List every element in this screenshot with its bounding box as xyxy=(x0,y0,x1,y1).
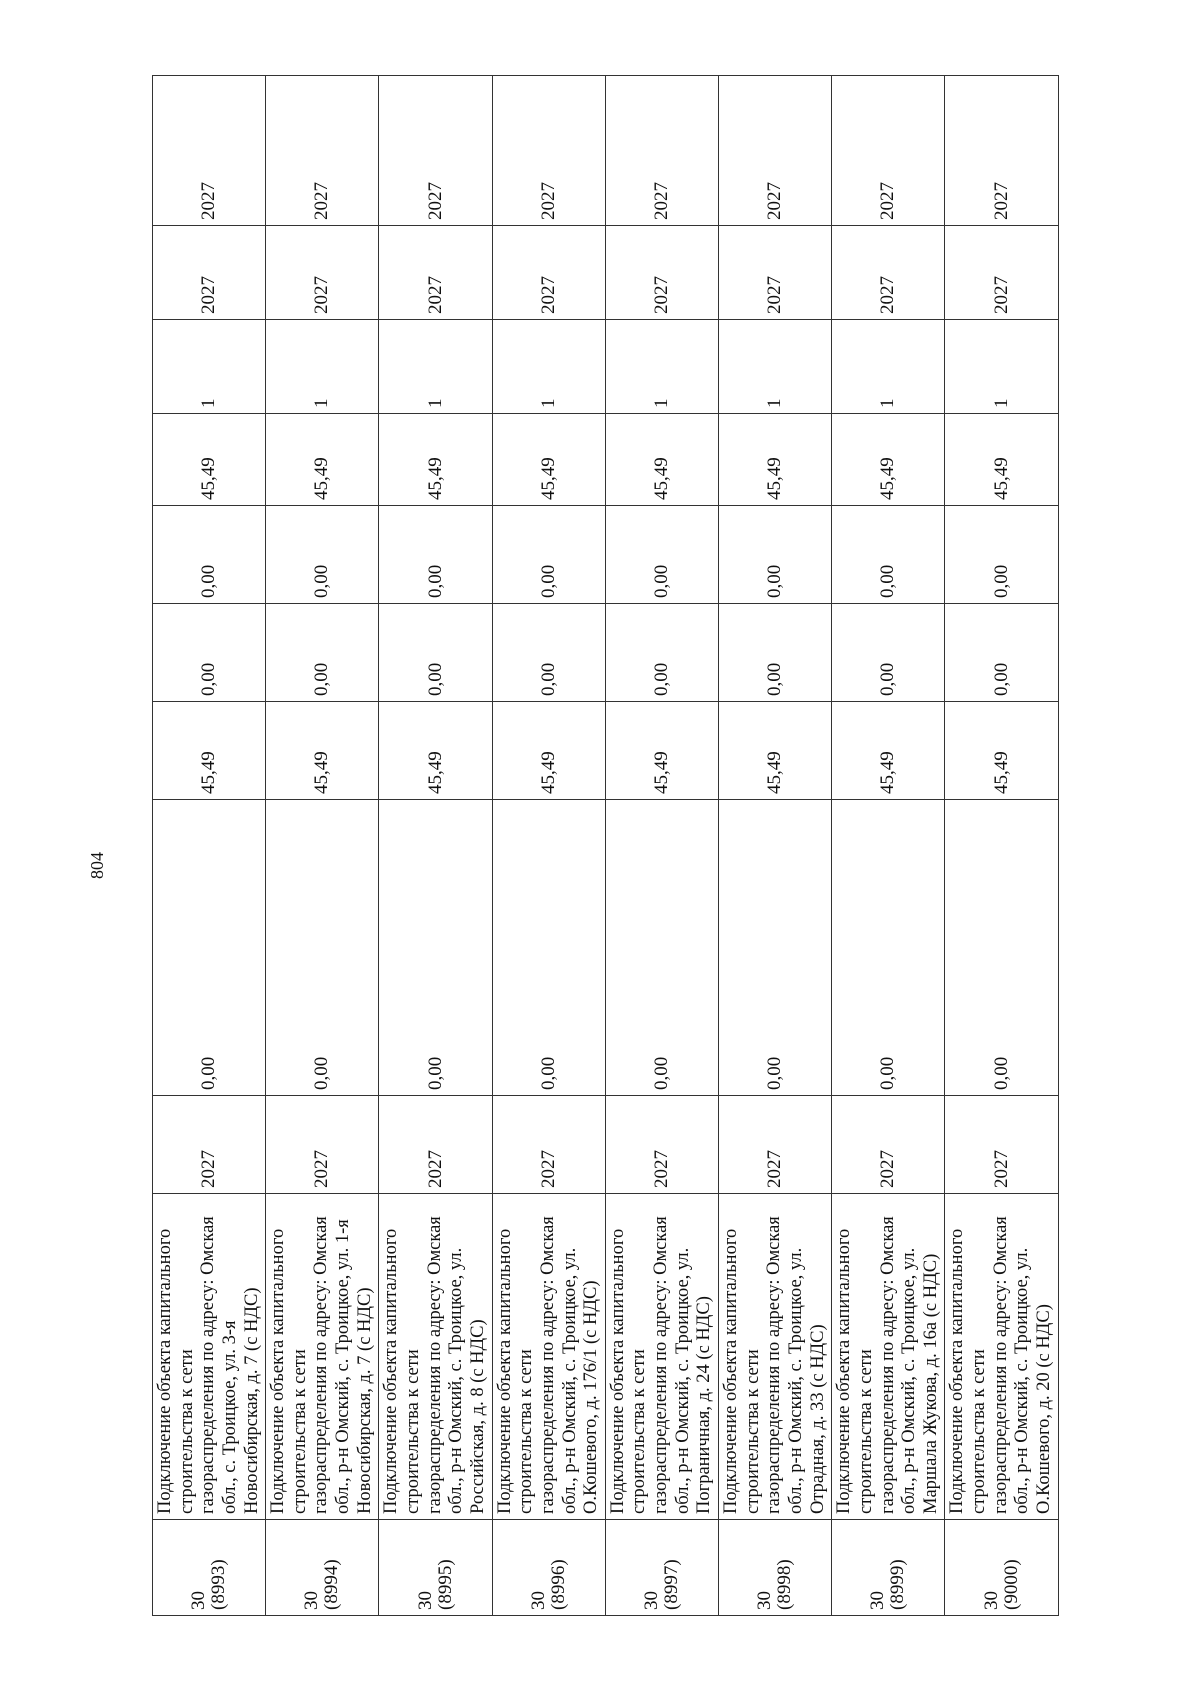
row-code: (8996) xyxy=(547,1559,569,1610)
value-cell: 0,00 xyxy=(605,800,718,1096)
year-cell: 2027 xyxy=(832,76,945,226)
value-cell: 45,49 xyxy=(945,702,1058,800)
row-number xyxy=(605,1520,718,1616)
row-code: (8993) xyxy=(208,1559,230,1610)
value-cell: 0,00 xyxy=(153,800,266,1096)
row-index: 30 xyxy=(754,1591,776,1610)
value-cell: 0,00 xyxy=(719,604,832,702)
page-number: 804 xyxy=(86,851,107,879)
value-cell: 0,00 xyxy=(832,604,945,702)
rotated-table-container xyxy=(152,76,1052,1616)
row-index: 30 xyxy=(640,1591,662,1610)
year-cell: 2027 xyxy=(492,76,605,226)
row-number xyxy=(153,1520,266,1616)
row-index: 30 xyxy=(414,1591,436,1610)
year-cell: 2027 xyxy=(719,226,832,320)
year-cell: 2027 xyxy=(945,76,1058,226)
value-cell: 0,00 xyxy=(379,604,492,702)
row-number xyxy=(719,1520,832,1616)
value-cell: 45,49 xyxy=(153,702,266,800)
quantity-cell: 1 xyxy=(266,320,379,414)
year-cell: 2027 xyxy=(605,226,718,320)
table-row xyxy=(266,76,379,1616)
year-cell: 2027 xyxy=(719,1096,832,1194)
year-cell: 2027 xyxy=(605,1096,718,1194)
quantity-cell: 1 xyxy=(832,320,945,414)
table-row xyxy=(379,76,492,1616)
value-cell: 0,00 xyxy=(492,800,605,1096)
value-cell: 45,49 xyxy=(945,414,1058,506)
year-cell: 2027 xyxy=(153,76,266,226)
row-index: 30 xyxy=(301,1591,323,1610)
value-cell: 45,49 xyxy=(266,414,379,506)
value-cell: 0,00 xyxy=(153,604,266,702)
row-number xyxy=(492,1520,605,1616)
year-cell: 2027 xyxy=(153,1096,266,1194)
value-cell: 45,49 xyxy=(492,702,605,800)
quantity-cell: 1 xyxy=(379,320,492,414)
project-description: Подключение объекта капитального строительства к сети газораспределения по адресу: Омская обл., р-н Омский, с. Троицкое, ул. Отрадная, д. 33 (с НДС) xyxy=(719,1194,832,1520)
year-cell: 2027 xyxy=(605,76,718,226)
quantity-cell: 1 xyxy=(605,320,718,414)
value-cell: 0,00 xyxy=(379,506,492,604)
value-cell: 0,00 xyxy=(945,506,1058,604)
year-cell: 2027 xyxy=(832,226,945,320)
row-index: 30 xyxy=(527,1591,549,1610)
quantity-cell: 1 xyxy=(492,320,605,414)
table-row xyxy=(945,76,1058,1616)
value-cell: 0,00 xyxy=(945,604,1058,702)
year-cell: 2027 xyxy=(492,1096,605,1194)
row-code: (8994) xyxy=(321,1559,343,1610)
value-cell: 45,49 xyxy=(719,414,832,506)
row-code: (8999) xyxy=(887,1559,909,1610)
value-cell: 0,00 xyxy=(945,800,1058,1096)
table-row xyxy=(492,76,605,1616)
project-description: Подключение объекта капитального строительства к сети газораспределения по адресу: Омская обл., р-н Омский, с. Троицкое, ул. О.Кошевого, д. 20 (с НДС) xyxy=(945,1194,1058,1520)
year-cell: 2027 xyxy=(945,226,1058,320)
value-cell: 45,49 xyxy=(605,414,718,506)
value-cell: 0,00 xyxy=(266,506,379,604)
project-description: Подключение объекта капитального строительства к сети газораспределения по адресу: Омская обл., р-н Омский, с. Троицкое, ул. 1-я Новосибирская, д. 7 (с НДС) xyxy=(266,1194,379,1520)
quantity-cell: 1 xyxy=(719,320,832,414)
project-description: Подключение объекта капитального строительства к сети газораспределения по адресу: Омская обл., р-н Омский, с. Троицкое, ул. О.Кошевого, д. 176/1 (с НДС) xyxy=(492,1194,605,1520)
year-cell: 2027 xyxy=(379,1096,492,1194)
row-number xyxy=(832,1520,945,1616)
row-index: 30 xyxy=(980,1591,1002,1610)
quantity-cell: 1 xyxy=(945,320,1058,414)
value-cell: 45,49 xyxy=(379,414,492,506)
value-cell: 0,00 xyxy=(379,800,492,1096)
row-code: (8998) xyxy=(774,1559,796,1610)
value-cell: 0,00 xyxy=(492,604,605,702)
row-index: 30 xyxy=(188,1591,210,1610)
year-cell: 2027 xyxy=(379,76,492,226)
investment-table xyxy=(152,75,1059,1616)
project-description: Подключение объекта капитального строительства к сети газораспределения по адресу: Омская обл., р-н Омский, с. Троицкое, ул. Маршала Жукова, д. 16а (с НДС) xyxy=(832,1194,945,1520)
row-index: 30 xyxy=(867,1591,889,1610)
value-cell: 0,00 xyxy=(832,506,945,604)
year-cell: 2027 xyxy=(492,226,605,320)
year-cell: 2027 xyxy=(719,76,832,226)
year-cell: 2027 xyxy=(266,1096,379,1194)
row-number xyxy=(379,1520,492,1616)
project-description: Подключение объекта капитального строительства к сети газораспределения по адресу: Омская обл., р-н Омский, с. Троицкое, ул. Пограничная, д. 24 (с НДС) xyxy=(605,1194,718,1520)
row-code: (8997) xyxy=(660,1559,682,1610)
year-cell: 2027 xyxy=(266,76,379,226)
row-number xyxy=(945,1520,1058,1616)
value-cell: 0,00 xyxy=(492,506,605,604)
value-cell: 45,49 xyxy=(832,414,945,506)
value-cell: 45,49 xyxy=(379,702,492,800)
value-cell: 0,00 xyxy=(719,800,832,1096)
year-cell: 2027 xyxy=(153,226,266,320)
value-cell: 0,00 xyxy=(153,506,266,604)
year-cell: 2027 xyxy=(832,1096,945,1194)
value-cell: 0,00 xyxy=(719,506,832,604)
value-cell: 0,00 xyxy=(266,800,379,1096)
row-number xyxy=(266,1520,379,1616)
quantity-cell: 1 xyxy=(153,320,266,414)
row-code: (8995) xyxy=(434,1559,456,1610)
value-cell: 0,00 xyxy=(832,800,945,1096)
project-description: Подключение объекта капитального строительства к сети газораспределения по адресу: Омская обл., с. Троицкое, ул. 3-я Новосибирская, д. 7 (с НДС) xyxy=(153,1194,266,1520)
value-cell: 45,49 xyxy=(492,414,605,506)
value-cell: 45,49 xyxy=(832,702,945,800)
value-cell: 0,00 xyxy=(605,506,718,604)
table-row xyxy=(832,76,945,1616)
value-cell: 45,49 xyxy=(605,702,718,800)
value-cell: 0,00 xyxy=(266,604,379,702)
value-cell: 45,49 xyxy=(266,702,379,800)
year-cell: 2027 xyxy=(266,226,379,320)
value-cell: 0,00 xyxy=(605,604,718,702)
table-row xyxy=(605,76,718,1616)
row-code: (9000) xyxy=(1000,1559,1022,1610)
table-row xyxy=(719,76,832,1616)
year-cell: 2027 xyxy=(945,1096,1058,1194)
table-body xyxy=(153,76,1059,1616)
project-description: Подключение объекта капитального строительства к сети газораспределения по адресу: Омская обл., р-н Омский, с. Троицкое, ул. Российская, д. 8 (с НДС) xyxy=(379,1194,492,1520)
value-cell: 45,49 xyxy=(153,414,266,506)
value-cell: 45,49 xyxy=(719,702,832,800)
year-cell: 2027 xyxy=(379,226,492,320)
table-row xyxy=(153,76,266,1616)
